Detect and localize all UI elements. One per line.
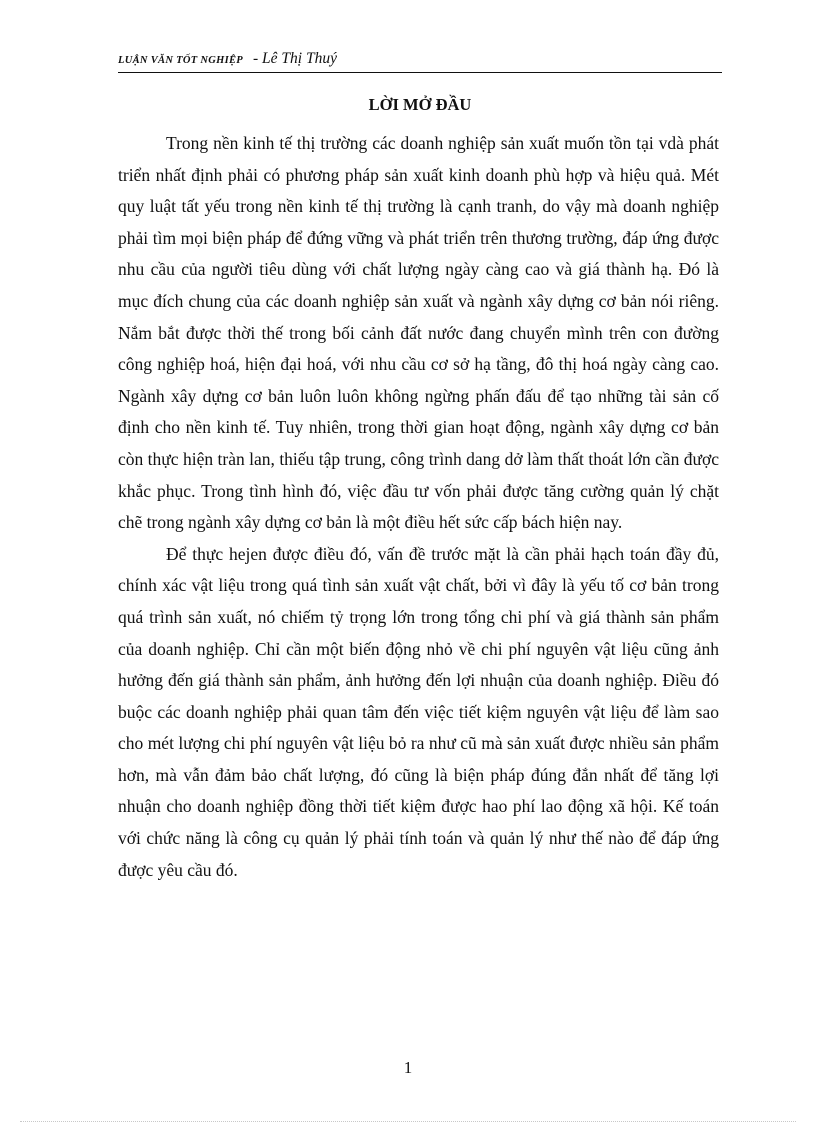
body-text bbox=[118, 128, 719, 886]
thesis-label: LUẬN VĂN TỐT NGHIỆP bbox=[118, 55, 243, 66]
paragraph: Trong nền kinh tế thị trường các doanh nghiệp sản xuất muốn tồn tại vdà phát triển nhất định phải có phương pháp sản xuất kinh doanh phù hợp và hiệu quả. Mét quy luật tất yếu trong nền kinh tế thị trường là cạnh tranh, do vậy mà doanh nghiệp phải tìm mọi biện pháp để đứng vững và phát triển trên thương trường, đáp ứng được nhu cầu của người tiêu dùng với chất lượng ngày càng cao và giá thành hạ. Đó là mục đích chung của các doanh nghiệp sản xuất và ngành xây dựng cơ bản nói riêng. Nắm bắt được thời thế trong bối cảnh đất nước đang chuyển mình trên con đường công nghiệp hoá, hiện đại hoá, với nhu cầu cơ sở hạ tầng, đô thị hoá ngày càng cao. Ngành xây dựng cơ bản luôn luôn không ngừng phấn đấu để tạo những tài sản cố định cho nền kinh tế. Tuy nhiên, trong thời gian hoạt động, ngành xây dựng cơ bản còn thực hiện tràn lan, thiếu tập trung, công trình dang dở làm thất thoát lớn cần được khắc phục. Trong tình hình đó, việc đầu tư vốn phải được tăng cường quản lý chặt chẽ trong ngành xây dựng cơ bản là một điều hết sức cấp bách hiện nay. bbox=[118, 133, 719, 533]
page-number: 1 bbox=[403, 1058, 413, 1077]
paragraph: Để thực hejen được điều đó, vấn đề trước mặt là cần phải hạch toán đầy đủ, chính xác vật liệu trong quá tình sản xuất vật chất, bởi vì đây là yếu tố cơ bản trong quá trình sản xuất, nó chiếm tỷ trọng lớn trong tổng chi phí và giá thành sản phẩm của doanh nghiệp. Chỉ cần một biến động nhỏ về chi phí nguyên vật liệu cũng ảnh hưởng đến giá thành sản phẩm, ảnh hưởng đến lợi nhuận của doanh nghiệp. Điều đó buộc các doanh nghiệp phải quan tâm đến việc tiết kiệm nguyên vật liệu để làm sao cho mét lượng chi phí nguyên vật liệu bỏ ra như cũ mà sản xuất được nhiều sản phẩm hơn, mà vẫn đảm bảo chất lượng, đó cũng là biện pháp đúng đắn nhất để tăng lợi nhuận cho doanh nghiệp đồng thời tiết kiệm được hao phí lao động xã hội. Kế toán với chức năng là công cụ quản lý phải tính toán và quản lý như thế nào để đáp ứng được yêu cầu đó. bbox=[118, 543, 719, 880]
page-title: LỜI MỞ ĐẦU bbox=[368, 95, 472, 114]
running-header bbox=[118, 50, 722, 73]
author-name: - Lê Thị Thuý bbox=[253, 50, 337, 67]
page-bottom-divider bbox=[20, 1121, 796, 1122]
